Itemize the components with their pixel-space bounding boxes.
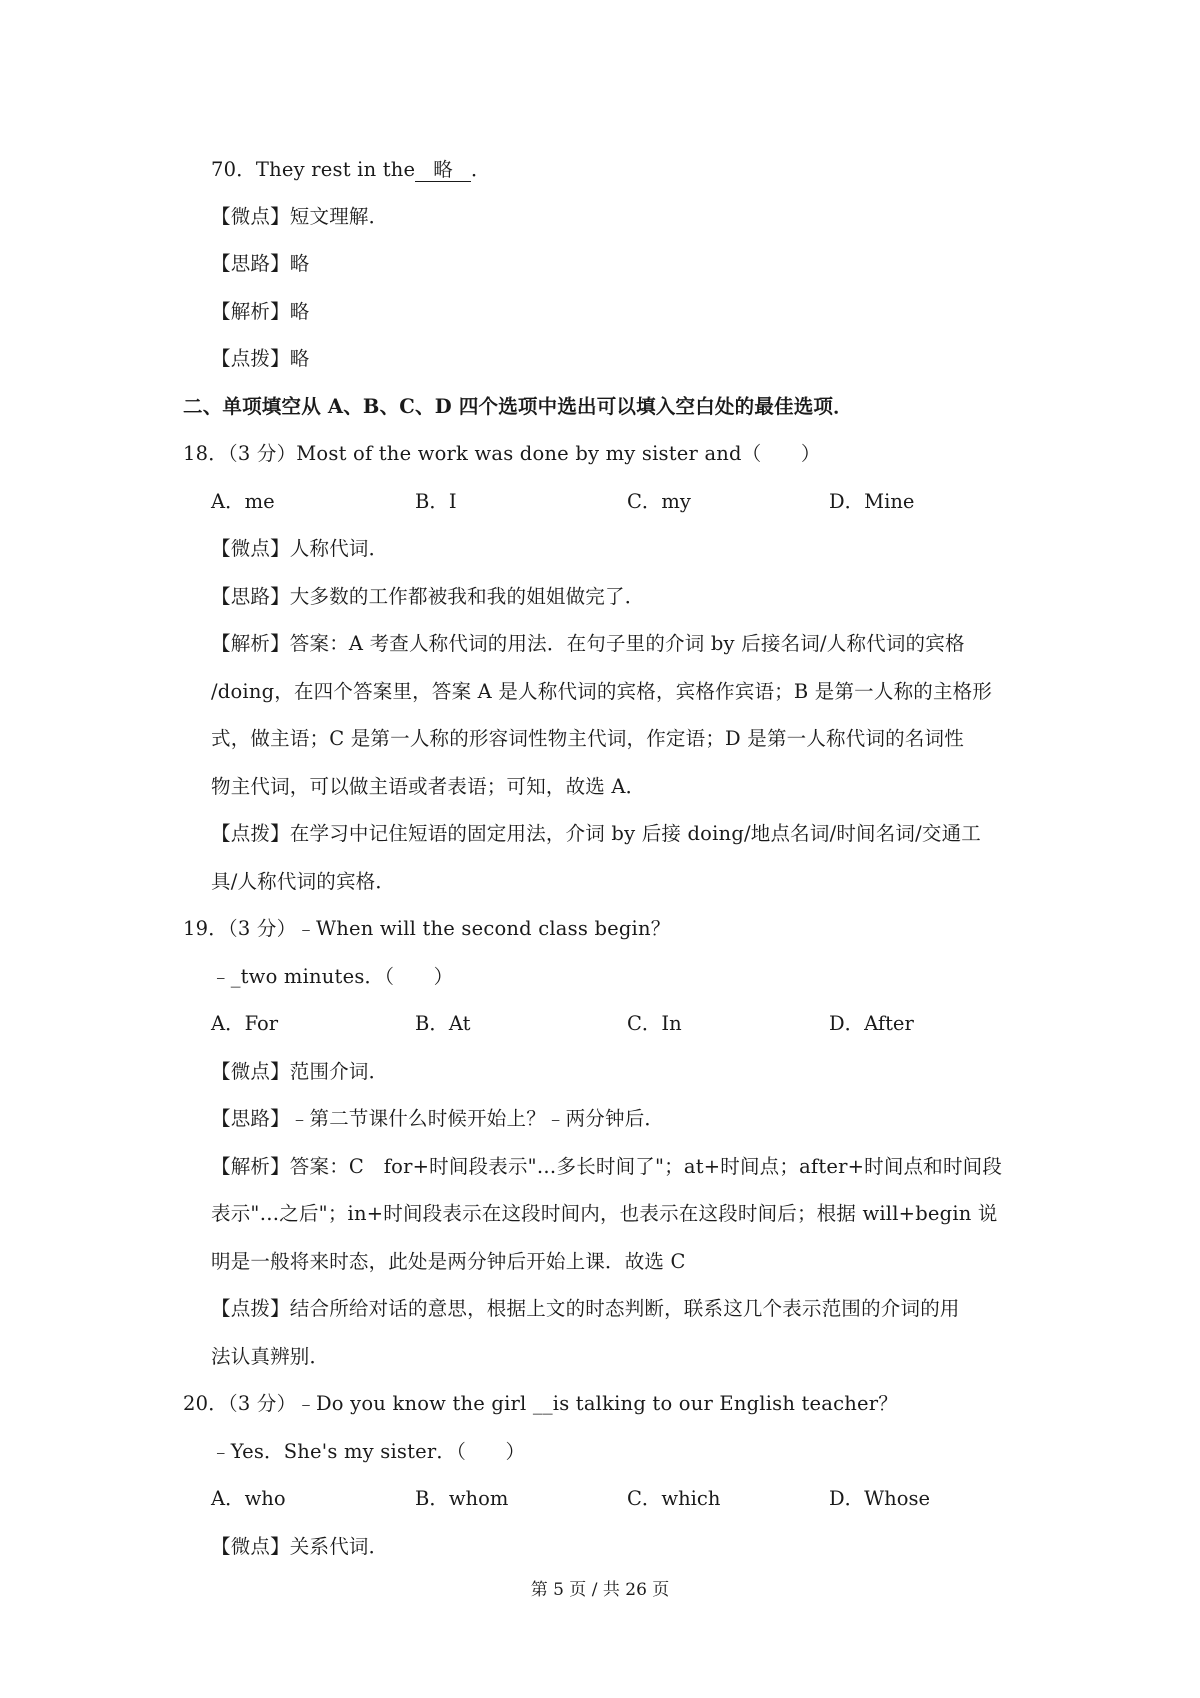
q18-dianbo-line-2: 具/人称代词的宾格．	[211, 870, 396, 893]
q18-option-c: C．my	[627, 490, 691, 513]
q70-stem-end: ．	[470, 158, 491, 181]
q19-weidian: 【微点】范围介词．	[211, 1060, 389, 1083]
q19-stem: 19．（3 分）﹣When will the second class begin？	[183, 917, 671, 940]
q20-option-c: C．which	[627, 1487, 721, 1510]
q20-stem-2: ﹣Yes．She's my sister．（ ）	[211, 1440, 526, 1463]
q18-jiexi-line-1: 【解析】答案：A 考查人称代词的用法．在句子里的介词 by 后接名词/人称代词的宾格	[211, 632, 965, 655]
q19-option-b: B．At	[415, 1012, 471, 1035]
q70-blank: 略	[415, 159, 471, 182]
q18-jiexi-line-3: 式，做主语；C 是第一人称的形容词性物主代词，作定语；D 是第一人称代词的名词性	[211, 727, 964, 750]
q19-dianbo-line-2: 法认真辨别．	[211, 1345, 330, 1368]
q18-stem: 18．（3 分）Most of the work was done by my sister and（ ）	[183, 442, 821, 465]
q70-stem-text: 70．They rest in the	[211, 158, 416, 181]
q70-dianbo: 【点拨】略	[211, 347, 310, 370]
q18-option-a: A．me	[211, 490, 275, 513]
q20-option-d: D．Whose	[829, 1487, 931, 1510]
q19-stem-2: ﹣_two minutes．（ ）	[211, 965, 454, 988]
q19-jiexi-line-1: 【解析】答案：C for+时间段表示"…多长时间了"；at+时间点；after+时间点和时间段	[211, 1155, 1003, 1178]
q19-dianbo-line-1: 【点拨】结合所给对话的意思，根据上文的时态判断，联系这几个表示范围的介词的用	[211, 1297, 960, 1320]
q18-jiexi-line-4: 物主代词，可以做主语或者表语；可知，故选 A．	[211, 775, 646, 798]
q20-option-b: B．whom	[415, 1487, 509, 1510]
q19-option-c: C．In	[627, 1012, 682, 1035]
q70-jiexi: 【解析】略	[211, 300, 310, 323]
q70-stem	[211, 158, 491, 182]
q20-stem: 20．（3 分）﹣Do you know the girl __is talking to our English teacher？	[183, 1392, 898, 1415]
q18-option-d: D．Mine	[829, 490, 915, 513]
q19-jiexi-line-2: 表示"…之后"；in+时间段表示在这段时间内，也表示在这段时间后；根据 will+begin 说	[211, 1202, 998, 1225]
section-heading: 二、单项填空从 A、B、C、D 四个选项中选出可以填入空白处的最佳选项．	[183, 395, 853, 418]
q18-option-b: B．I	[415, 490, 457, 513]
q19-jiexi-line-3: 明是一般将来时态，此处是两分钟后开始上课．故选 C	[211, 1250, 686, 1273]
q19-option-a: A．For	[211, 1012, 279, 1035]
q18-dianbo-line-1: 【点拨】在学习中记住短语的固定用法，介词 by 后接 doing/地点名词/时间名词/交通工	[211, 822, 982, 845]
q20-option-a: A．who	[211, 1487, 286, 1510]
q18-jiexi-line-2: /doing，在四个答案里，答案 A 是人称代词的宾格，宾格作宾语；B 是第一人称的主格形	[211, 680, 993, 703]
q19-silu: 【思路】﹣第二节课什么时候开始上？﹣两分钟后．	[211, 1107, 665, 1130]
q18-weidian: 【微点】人称代词．	[211, 537, 389, 560]
q70-silu: 【思路】略	[211, 252, 310, 275]
page-footer: 第 5 页 / 共 26 页	[530, 1580, 670, 1600]
q20-weidian: 【微点】关系代词．	[211, 1535, 389, 1558]
q70-weidian: 【微点】短文理解．	[211, 205, 389, 228]
q18-silu: 【思路】大多数的工作都被我和我的姐姐做完了．	[211, 585, 645, 608]
q19-option-d: D．After	[829, 1012, 914, 1035]
